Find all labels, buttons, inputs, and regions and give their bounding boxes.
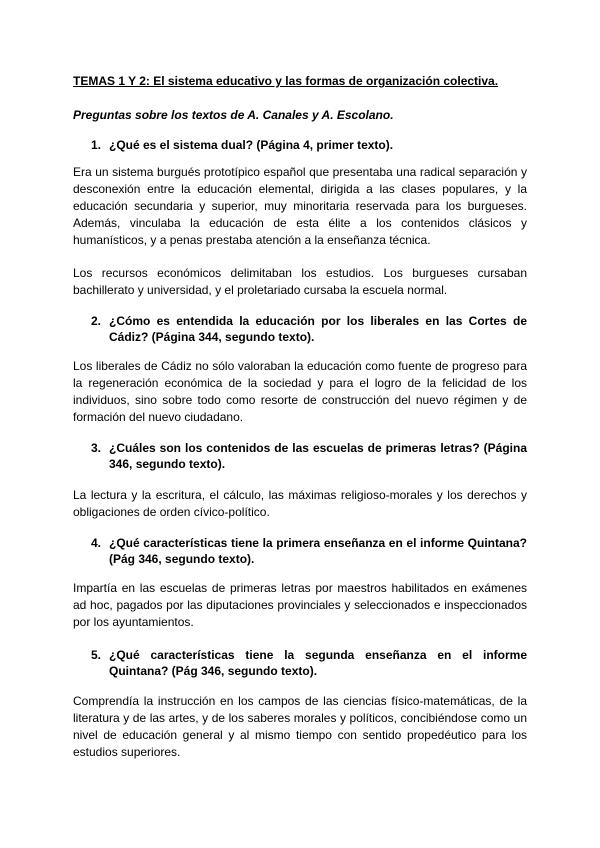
answer-1-paragraph-2: Los recursos económicos delimitaban los estudios. Los burgueses cursaban bachillerato y universidad, y el proletariado cursaba la escuela normal. [73, 266, 527, 297]
answer-4-paragraph-1: Impartía en las escuelas de primeras letras por maestros habilitados en exámenes ad hoc, pagados por las diputaciones provinciales y seleccionados e inspeccionados por los ayuntamientos. [73, 581, 527, 629]
answer-2-paragraph-1: Los liberales de Cádiz no sólo valoraban la educación como fuente de progreso para la regeneración económica de la sociedad y para el logro de la felicidad de los individuos, sino sobre todo como resorte de construcción del nuevo régimen y de formación del nuevo ciudadano. [73, 359, 527, 424]
document-title: TEMAS 1 Y 2: El sistema educativo y las formas de organización colectiva. [73, 74, 499, 88]
answer-1-paragraph-1: Era un sistema burgués prototípico español que presentaba una radical separación y desconexión entre la educación elemental, dirigida a las clases populares, y la educación secundaria y superior, muy minoritaria reservada para los burgueses. Además, vinculaba la educación de esta élite a los contenidos clásicos y humanísticos, y a penas prestaba atención a la enseñanza técnica. [73, 165, 527, 247]
question-4 [91, 535, 527, 567]
question-number: 5. [91, 648, 102, 662]
question-3 [91, 440, 527, 472]
question-text: ¿Qué características tiene la segunda enseñanza en el informe Quintana? (Pág 346, segundo texto). [109, 648, 527, 678]
answer-3-paragraph-1: La lectura y la escritura, el cálculo, las máximas religioso-morales y los derechos y obligaciones de orden cívico-político. [73, 488, 527, 519]
document-subtitle: Preguntas sobre los textos de A. Canales y A. Escolano. [73, 108, 394, 122]
question-text: ¿Cómo es entendida la educación por los liberales en las Cortes de Cádiz? (Página 344, segundo texto). [109, 314, 527, 344]
question-1 [91, 137, 527, 153]
question-text: ¿Qué características tiene la primera enseñanza en el informe Quintana? (Pág 346, segundo texto). [109, 536, 527, 566]
question-text: ¿Qué es el sistema dual? (Página 4, primer texto). [109, 138, 394, 152]
question-number: 2. [91, 314, 102, 328]
question-number: 3. [91, 441, 102, 455]
answer-5-paragraph-1: Comprendía la instrucción en los campos de las ciencias físico-matemáticas, de la literatura y de las artes, y de los saberes morales y políticos, concibiéndose como un nivel de educación general y al mismo tiempo con sentido propedéutico para los estudios superiores. [73, 694, 527, 759]
question-text: ¿Cuáles son los contenidos de las escuelas de primeras letras? (Página 346, segundo texto). [109, 441, 527, 471]
question-number: 1. [91, 138, 102, 152]
question-number: 4. [91, 536, 102, 550]
question-5 [91, 647, 527, 679]
question-2 [91, 313, 527, 345]
